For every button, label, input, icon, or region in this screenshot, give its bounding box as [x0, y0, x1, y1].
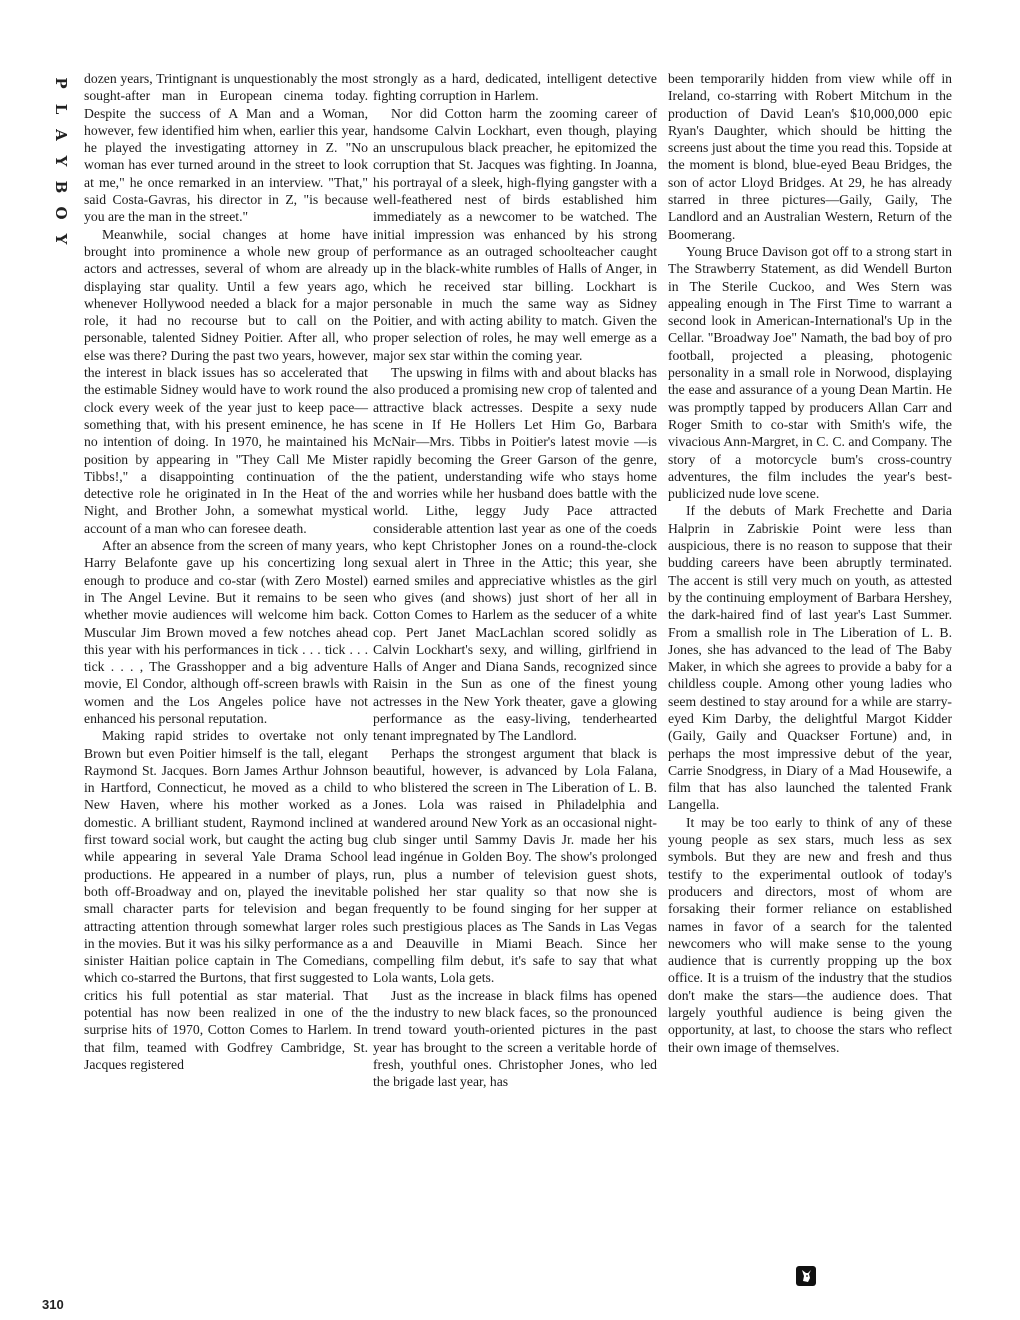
text-column-3 [668, 70, 952, 1056]
paragraph: Making rapid strides to overtake not only Brown but even Poitier himself is the tall, elegant Raymond St. Jacques. Born James Arthur Johnson in Hartford, Connecticut, he moved as a child to New Haven, where his mother worked as a domestic. A brilliant student, Raymond inclined at first toward social work, but caught the acting bug while appearing in several Yale Drama School productions. He appeared in a number of plays, both off-Broadway and on, played the inevitable small character parts for television and began attracting attention through somewhat larger roles in the movies. But it was his silky performance as a sinister Haitian police captain in The Comedians, which co-starred the Burtons, that first suggested to critics his full potential as star material. That potential has now been realized in one of the surprise hits of 1970, Cotton Comes to Harlem. In that film, teamed with Godfrey Cambridge, St. Jacques registered [84, 728, 368, 1072]
paragraph: Nor did Cotton harm the zooming career of handsome Calvin Lockhart, even though, playing an unscrupulous black preacher, he epitomized the corruption that St. Jacques was fighting. In Joanna, his portrayal of a sleek, high-flying gangster with a well-feathered nest of birds established him immediately as a newcomer to be watched. The initial impression was enhanced by his strong performance as an outraged schoolteacher caught up in the black-white rumbles of Halls of Anger, in which he received star billing. Lockhart is personable in much the same way as Sidney Poitier, and with acting ability to match. Given the proper selection of roles, he may well emerge as a major sex star within the coming year. [373, 105, 657, 363]
text-column-2 [373, 70, 657, 1091]
paragraph: Meanwhile, social changes at home have brought into prominence a whole new group of actors and actresses, several of whom are already displaying star quality. Until a few years ago, whenever Hollywood needed a black for a major role, it had no recourse but to call on the personable, talented Sidney Poitier. After all, who else was there? During the past two years, however, the interest in black issues has so accelerated that the estimable Sidney would have to work round the clock every week of the year just to keep pace—something that, with his present eminence, he has no intention of doing. In 1970, he maintained his position by appearing in "They Call Me Mister Tibbs!," a disappointing continuation of the detective role he originated in In the Heat of the Night, and Brother John, a somewhat mystical account of a man who can foresee death. [84, 226, 368, 536]
paragraph: Just as the increase in black films has opened the industry to new black faces, so the pronounced trend toward youth-oriented pictures in the past year has brought to the screen a veritable horde of fresh, youthful ones. Christopher Jones, who led the brigade last year, has [373, 987, 657, 1090]
paragraph: The upswing in films with and about blacks has also produced a promising new crop of talented and attractive black actresses. Despite a sexy nude scene in If He Hollers Let Him Go, Barbara McNair—Mrs. Tibbs in Poitier's latest movie —is rapidly becoming the Greer Garson of the genre, the patient, understanding wife who stays home and worries while her husband does battle with the world. Lithe, leggy Judy Pace attracted considerable attention last year as one of the coeds who kept Christopher Jones on a round-the-clock sexual alert in Three in the Attic; this year, she earned smiles and appreciative whistles as the girl who gives (and shows) just short of her all in Cotton Comes to Harlem as the seducer of a white cop. Pert Janet MacLachlan scored solidly as Calvin Lockhart's sexy, and willing, girlfriend in Halls of Anger and Diana Sands, recognized since Raisin in the Sun as one of the finest young actresses in the New York theater, gave a glowing performance as the easy-living, tenderhearted tenant impregnated by The Landlord. [373, 365, 657, 744]
playboy-masthead-vertical [46, 70, 76, 270]
masthead-letter: Y [52, 155, 70, 167]
paragraph: Young Bruce Davison got off to a strong start in The Strawberry Statement, as did Wendell Burton in The Sterile Cuckoo, and Wes Stern was appealing enough in The First Time to warrant a second look in American-International's Up in the Cellar. "Broadway Joe" Namath, the bad boy of pro football, projected a pleasing, photogenic personality in a small role in Norwood, displaying the ease and assurance of a young Dean Martin. He was promptly tapped by producers Allan Carr and Roger Smith to co-star with Smith's wife, the vivacious Ann-Margret, in C. C. and Company. The story of a motorcycle bum's cross-country adventures, the film includes the year's best-publicized nude love scene. [668, 243, 952, 502]
text-column-1 [84, 70, 368, 1073]
masthead-letter: L [52, 103, 70, 115]
paragraph: After an absence from the screen of many years, Harry Belafonte gave up his concertizing long enough to produce and co-star (with Zero Mostel) in The Angel Levine. But it remains to be seen whether movie audiences will welcome him back. Muscular Jim Brown moved a few notches ahead this year with his performances in tick . . . tick . . . tick . . . , The Grasshopper and a big adventure movie, El Condor, although off-screen brawls with women and the Los Angeles police have not enhanced his personal reputation. [84, 538, 368, 726]
rabbit-head-end-mark-icon [796, 1266, 816, 1286]
paragraph: been temporarily hidden from view while off in Ireland, co-starring with Robert Mitchum in the production of David Lean's $10,000,000 epic Ryan's Daughter, which should be hitting the screens just about the time you read this. Topside at the moment is blond, blue-eyed Beau Bridges, the son of actor Lloyd Bridges. At 29, he has already starred in three pictures—Gaily, Gaily, The Landlord and an Australian Western, Return of the Boomerang. [668, 71, 952, 242]
paragraph: dozen years, Trintignant is unquestionably the most sought-after man in European cinema today. Despite the success of A Man and a Woman, however, few identified him when, earlier this year, he played the investigating attorney in Z. "No woman has ever turned around in the street to look at me," he once remarked in an interview. "That," said Costa-Gavras, his director in Z, "is because you are the man in the street." [84, 71, 368, 225]
masthead-letter: Y [52, 233, 70, 245]
masthead-letter: B [52, 180, 70, 194]
paragraph: It may be too early to think of any of these young people as sex stars, much less as sex symbols. But they are new and fresh and thus testify to the experimental outlook of today's producers and directors, most of whom are forsaking their former reliance on established names in favor of a search for the talented newcomers who will make sense to the young audience that is currently propping up the box office. It is a truism of the industry that the studios don't make the stars—the audience does. That largely youthful audience is being given the opportunity, at last, to choose the stars who reflect their own image of themselves. [668, 814, 952, 1055]
paragraph: Perhaps the strongest argument that black is beautiful, however, is advanced by Lola Falana, who blistered the screen in The Liberation of L. B. Jones. Lola was raised in Philadelphia and wandered around New York as an occasional night-club singer until Sammy Davis Jr. made her his lead ingénue in Golden Boy. The show's prolonged run, plus a number of television guest shots, polished her star quality so that now she is frequently to be found singing for her supper at such prestigious places as The Sands in Las Vegas and Deauville in Miami Beach. Since her compelling film debut, it's safe to say that what Lola wants, Lola gets. [373, 745, 657, 986]
masthead-letter: A [52, 129, 70, 141]
paragraph: strongly as a hard, dedicated, intelligent detective fighting corruption in Harlem. [373, 71, 657, 104]
page-number: 310 [42, 1297, 64, 1312]
masthead-letter: P [52, 77, 70, 89]
paragraph: If the debuts of Mark Frechette and Daria Halprin in Zabriskie Point were less than auspicious, there is no reason to suppose that their budding careers have been abruptly terminated. The accent is still very much on youth, as attested by the continuing employment of Barbara Hershey, the dark-haired find of last year's Last Summer. From a smallish role in The Liberation of L. B. Jones, she has advanced to the lead of The Baby Maker, in which she agrees to provide a baby for a childless couple. Among other young ladies who seem destined to stay around for a while are starry-eyed Kim Darby, the delightful Margot Kidder (Gaily, Gaily and Quackser Fortune) and, in perhaps the most impressive debut of the year, Carrie Snodgress, in Diary of a Mad Housewife, a film that has also launched the talented Frank Langella. [668, 503, 952, 813]
masthead-letter: O [52, 206, 70, 220]
